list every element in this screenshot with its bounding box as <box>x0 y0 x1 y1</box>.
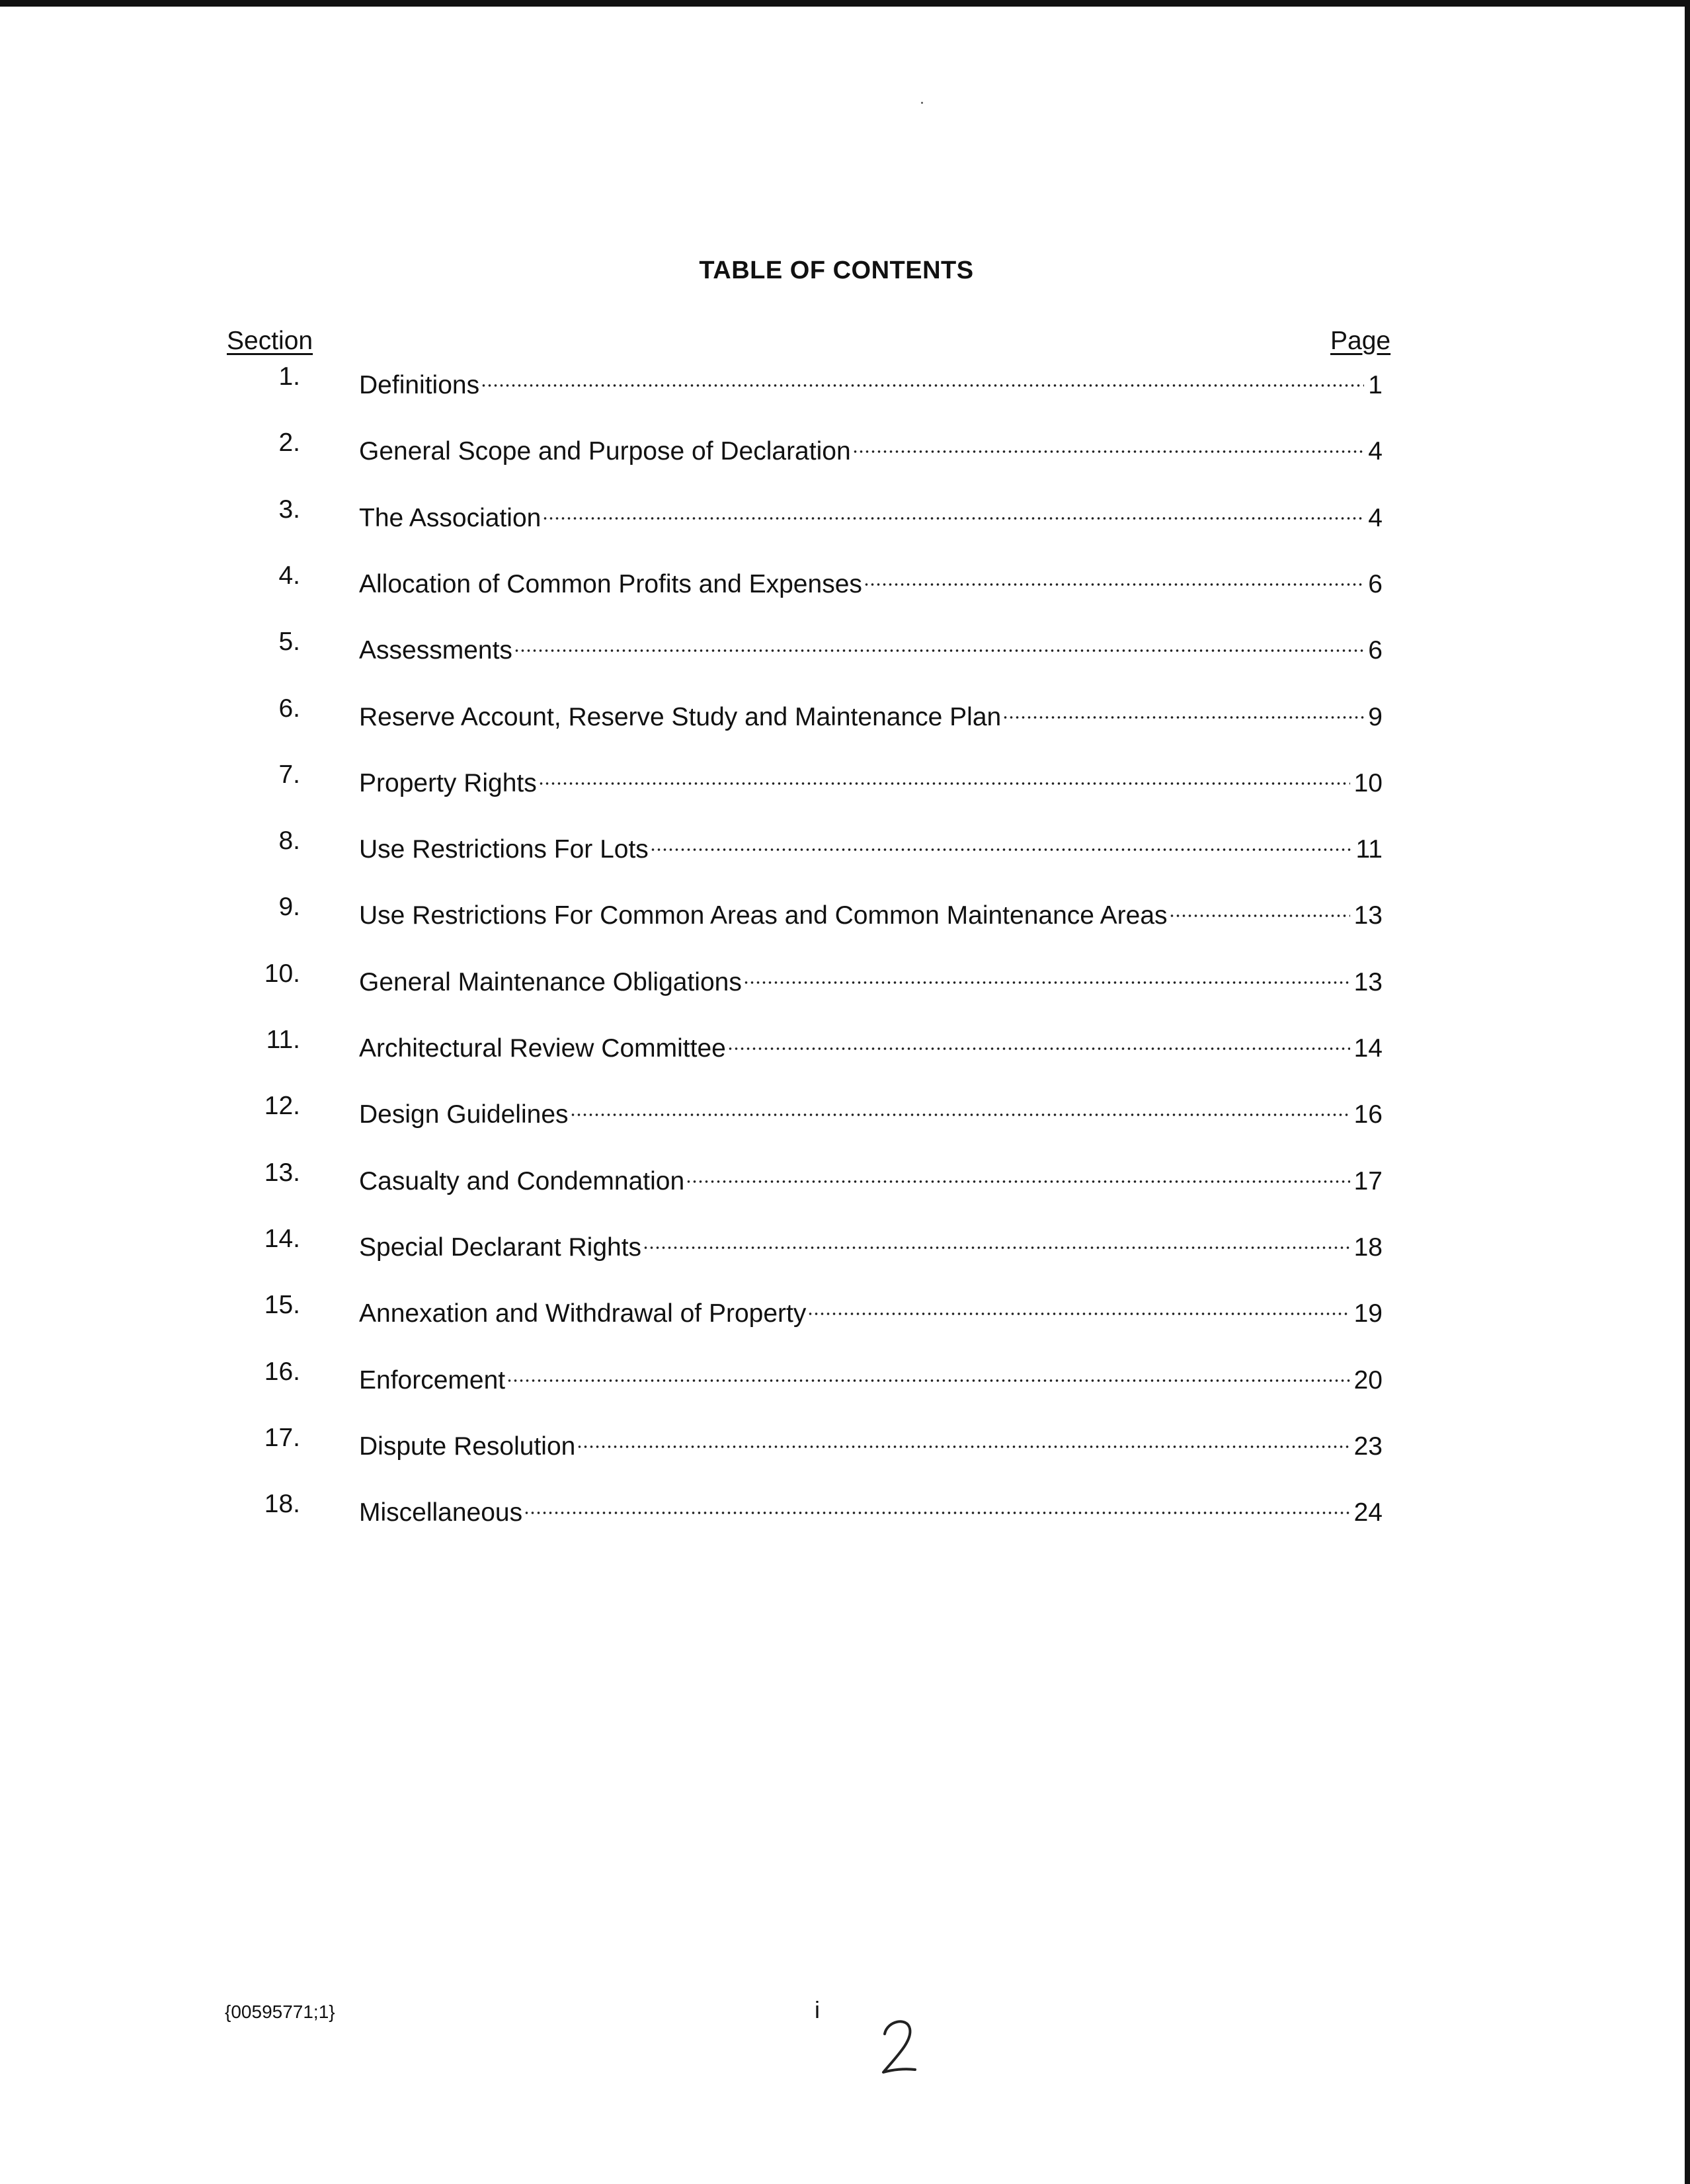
toc-entry-row <box>0 426 1690 466</box>
toc-section-title: General Maintenance Obligations <box>359 968 742 996</box>
toc-entry <box>359 360 1383 402</box>
dot-leader <box>570 1090 1350 1123</box>
toc-entry <box>359 626 1383 667</box>
toc-section-title: Miscellaneous <box>359 1498 523 1527</box>
dot-leader <box>864 559 1364 592</box>
toc-entry <box>359 426 1383 468</box>
toc-page-number: 6 <box>1368 636 1383 665</box>
toc-section-number: 13. <box>264 1158 300 1187</box>
toc-section-title: Reserve Account, Reserve Study and Maintenance Plan <box>359 703 1002 731</box>
toc-entry-row <box>0 825 1690 864</box>
dot-leader <box>643 1223 1350 1256</box>
dot-leader <box>1002 692 1364 725</box>
toc-section-title: Annexation and Withdrawal of Property <box>359 1299 807 1328</box>
dot-leader <box>807 1289 1349 1322</box>
handwritten-page-mark <box>878 2014 919 2080</box>
toc-entry <box>359 1024 1383 1065</box>
dot-leader <box>577 1422 1349 1455</box>
section-column-header: Section <box>227 327 313 355</box>
toc-entry <box>359 1488 1383 1529</box>
page-number: i <box>815 1996 820 2023</box>
toc-section-number: 18. <box>264 1490 300 1518</box>
dot-leader <box>852 426 1365 460</box>
toc-page-number: 11 <box>1355 835 1383 864</box>
toc-section-number: 5. <box>278 627 300 656</box>
toc-entry <box>359 1289 1383 1330</box>
toc-section-number: 16. <box>264 1357 300 1386</box>
toc-page-number: 20 <box>1353 1366 1383 1395</box>
toc-page-number: 23 <box>1353 1432 1383 1461</box>
toc-page-number: 9 <box>1368 703 1383 731</box>
toc-page-number: 4 <box>1368 437 1383 465</box>
dot-leader <box>743 957 1350 991</box>
toc-section-title: Special Declarant Rights <box>359 1233 642 1262</box>
toc-entry-row <box>0 692 1690 732</box>
toc-entry <box>359 1090 1383 1131</box>
toc-section-number: 1. <box>278 362 300 391</box>
dot-leader <box>727 1024 1350 1057</box>
toc-entry <box>359 1422 1383 1463</box>
toc-entry-row <box>0 957 1690 997</box>
toc-section-title: The Association <box>359 504 542 532</box>
toc-section-number: 3. <box>278 495 300 524</box>
toc-section-number: 11. <box>266 1026 300 1054</box>
toc-page-number: 13 <box>1353 901 1383 930</box>
dot-leader <box>506 1355 1350 1389</box>
toc-entry-row <box>0 1156 1690 1196</box>
toc-entry <box>359 1156 1383 1198</box>
toc-page-number: 19 <box>1353 1299 1383 1328</box>
toc-entry <box>359 1355 1383 1397</box>
toc-section-number: 14. <box>264 1225 300 1253</box>
toc-section-number: 9. <box>278 893 300 921</box>
toc-entry <box>359 692 1383 734</box>
toc-page-number: 6 <box>1368 570 1383 598</box>
toc-section-title: Assessments <box>359 636 512 665</box>
scan-speck <box>921 102 923 104</box>
toc-entry-row <box>0 1024 1690 1063</box>
toc-page-number: 1 <box>1368 371 1383 399</box>
toc-title: TABLE OF CONTENTS <box>699 257 974 284</box>
toc-page-number: 13 <box>1353 968 1383 996</box>
toc-entry-row <box>0 1422 1690 1461</box>
toc-section-number: 8. <box>278 827 300 855</box>
toc-entry <box>359 891 1383 932</box>
toc-entry-row <box>0 1223 1690 1262</box>
toc-section-title: Enforcement <box>359 1366 506 1395</box>
toc-entry <box>359 758 1383 800</box>
toc-page-number: 10 <box>1353 769 1383 797</box>
toc-entry-row <box>0 559 1690 599</box>
toc-entry <box>359 825 1383 866</box>
toc-section-title: Dispute Resolution <box>359 1432 576 1461</box>
toc-section-number: 17. <box>264 1424 300 1452</box>
toc-section-title: Architectural Review Committee <box>359 1034 726 1063</box>
toc-entry-row <box>0 1090 1690 1129</box>
toc-section-number: 12. <box>264 1092 300 1120</box>
toc-entry <box>359 493 1383 535</box>
toc-entry-row <box>0 360 1690 400</box>
dot-leader <box>1169 891 1350 924</box>
toc-section-title: Design Guidelines <box>359 1100 569 1129</box>
dot-leader <box>542 493 1364 526</box>
dot-leader <box>686 1156 1349 1190</box>
dot-leader <box>514 626 1364 659</box>
toc-section-title: Casualty and Condemnation <box>359 1167 685 1195</box>
toc-section-title: Use Restrictions For Common Areas and Common Maintenance Areas <box>359 901 1168 930</box>
toc-page-number: 17 <box>1353 1167 1383 1195</box>
toc-entry <box>359 957 1383 999</box>
toc-entry-row <box>0 626 1690 665</box>
document-id: {00595771;1} <box>225 2002 335 2022</box>
toc-page-number: 24 <box>1353 1498 1383 1527</box>
toc-entry-row <box>0 493 1690 533</box>
page-column-header: Page <box>1330 327 1391 355</box>
toc-section-title: Use Restrictions For Lots <box>359 835 649 864</box>
toc-entry-row <box>0 1355 1690 1395</box>
dot-leader <box>650 825 1352 858</box>
toc-section-number: 10. <box>264 959 300 988</box>
toc-entry-row <box>0 1488 1690 1527</box>
toc-section-number: 4. <box>278 561 300 590</box>
toc-section-number: 6. <box>278 694 300 723</box>
toc-section-title: Allocation of Common Profits and Expenses <box>359 570 862 598</box>
dot-leader <box>524 1488 1349 1521</box>
toc-entry-row <box>0 1289 1690 1328</box>
dot-leader <box>538 758 1350 791</box>
toc-section-number: 7. <box>278 760 300 789</box>
toc-entry <box>359 1223 1383 1264</box>
toc-section-title: Definitions <box>359 371 480 399</box>
dot-leader <box>481 360 1364 393</box>
toc-page-number: 18 <box>1353 1233 1383 1262</box>
toc-section-title: Property Rights <box>359 769 537 797</box>
toc-entry <box>359 559 1383 601</box>
toc-page-number: 16 <box>1353 1100 1383 1129</box>
toc-entry-row <box>0 758 1690 798</box>
toc-section-number: 2. <box>278 428 300 457</box>
toc-section-title: General Scope and Purpose of Declaration <box>359 437 851 465</box>
toc-page-number: 4 <box>1368 504 1383 532</box>
scan-border-top <box>0 0 1690 7</box>
toc-entry-row <box>0 891 1690 930</box>
toc-section-number: 15. <box>264 1291 300 1319</box>
toc-page-number: 14 <box>1353 1034 1383 1063</box>
